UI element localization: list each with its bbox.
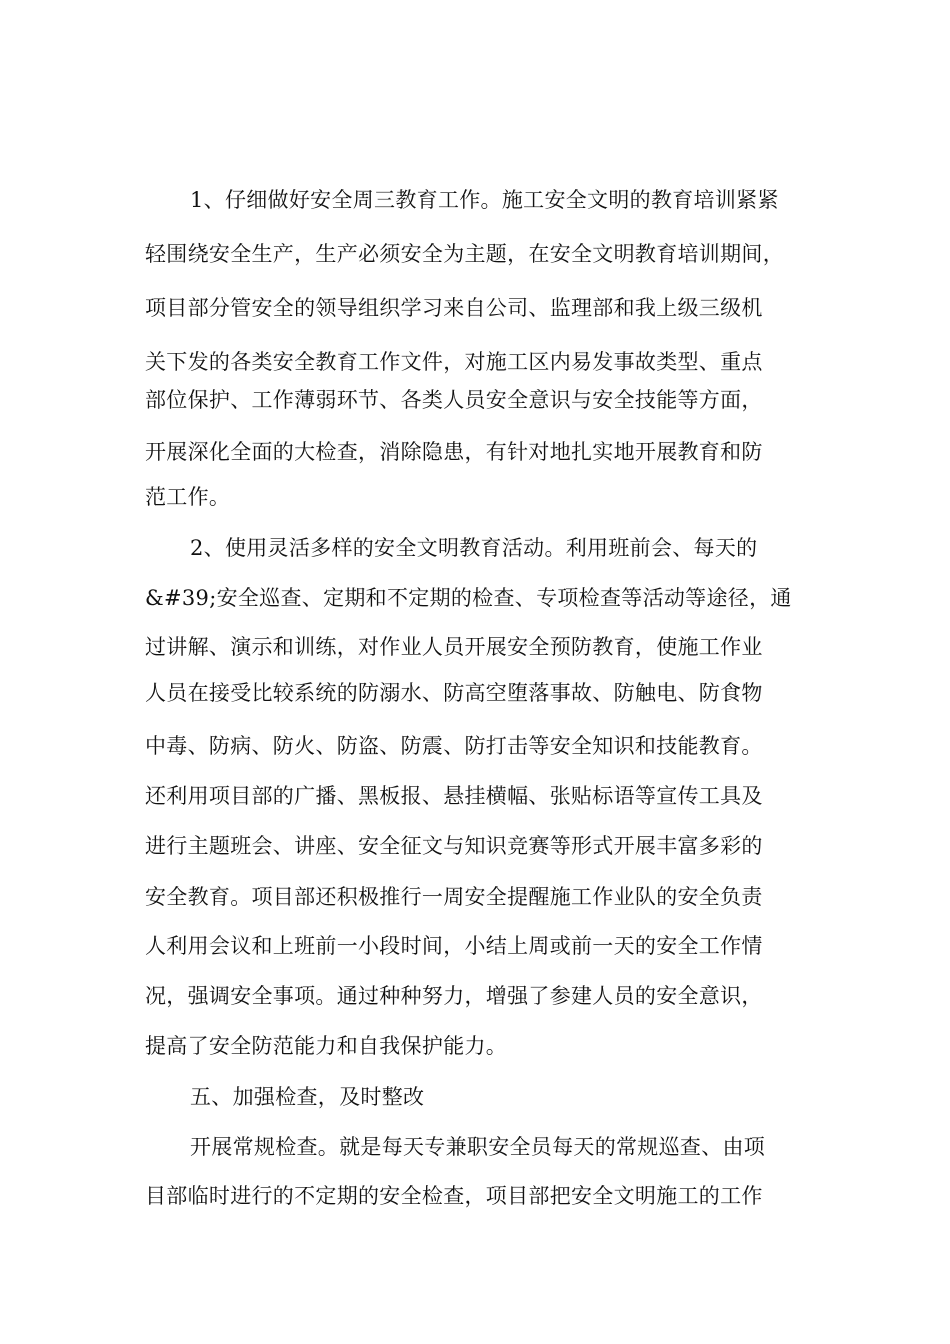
paragraph-line: 范工作。 bbox=[145, 485, 231, 509]
paragraph-line: 1、仔细做好安全周三教育工作。施工安全文明的教育培训紧紧 bbox=[190, 188, 779, 212]
paragraph-line: &#39;安全巡查、定期和不定期的检查、专项检查等活动等途径，通 bbox=[145, 586, 792, 610]
paragraph-line: 进行主题班会、讲座、安全征文与知识竞赛等形式开展丰富多彩的 bbox=[145, 834, 763, 858]
paragraph-line: 提高了安全防范能力和自我保护能力。 bbox=[145, 1034, 508, 1058]
paragraph-line: 部位保护、工作薄弱环节、各类人员安全意识与安全技能等方面， bbox=[145, 388, 763, 412]
paragraph-line: 项目部分管安全的领导组织学习来自公司、监理部和我上级三级机 bbox=[145, 296, 763, 320]
section-heading: 五、加强检查，及时整改 bbox=[190, 1085, 425, 1109]
paragraph-line: 安全教育。项目部还积极推行一周安全提醒施工作业队的安全负责 bbox=[145, 885, 763, 909]
paragraph-line: 人员在接受比较系统的防溺水、防高空堕落事故、防触电、防食物 bbox=[145, 681, 763, 705]
paragraph-line: 中毒、防病、防火、防盗、防震、防打击等安全知识和技能教育。 bbox=[145, 734, 763, 758]
paragraph-line: 目部临时进行的不定期的安全检查，项目部把安全文明施工的工作 bbox=[145, 1184, 763, 1208]
paragraph-line: 2、使用灵活多样的安全文明教育活动。利用班前会、每天的 bbox=[190, 536, 758, 560]
paragraph-line: 开展深化全面的大检查，消除隐患，有针对地扎实地开展教育和防 bbox=[145, 440, 763, 464]
paragraph-line: 人利用会议和上班前一小段时间，小结上周或前一天的安全工作情 bbox=[145, 934, 763, 958]
paragraph-line: 况，强调安全事项。通过种种努力，增强了参建人员的安全意识， bbox=[145, 984, 763, 1008]
paragraph-line: 还利用项目部的广播、黑板报、悬挂横幅、张贴标语等宣传工具及 bbox=[145, 784, 763, 808]
paragraph-line: 轻围绕安全生产，生产必须安全为主题，在安全文明教育培训期间， bbox=[145, 242, 784, 266]
paragraph-line: 开展常规检查。就是每天专兼职安全员每天的常规巡查、由项 bbox=[190, 1135, 766, 1159]
paragraph-line: 过讲解、演示和训练，对作业人员开展安全预防教育，使施工作业 bbox=[145, 635, 763, 659]
paragraph-line: 关下发的各类安全教育工作文件，对施工区内易发事故类型、重点 bbox=[145, 350, 763, 374]
